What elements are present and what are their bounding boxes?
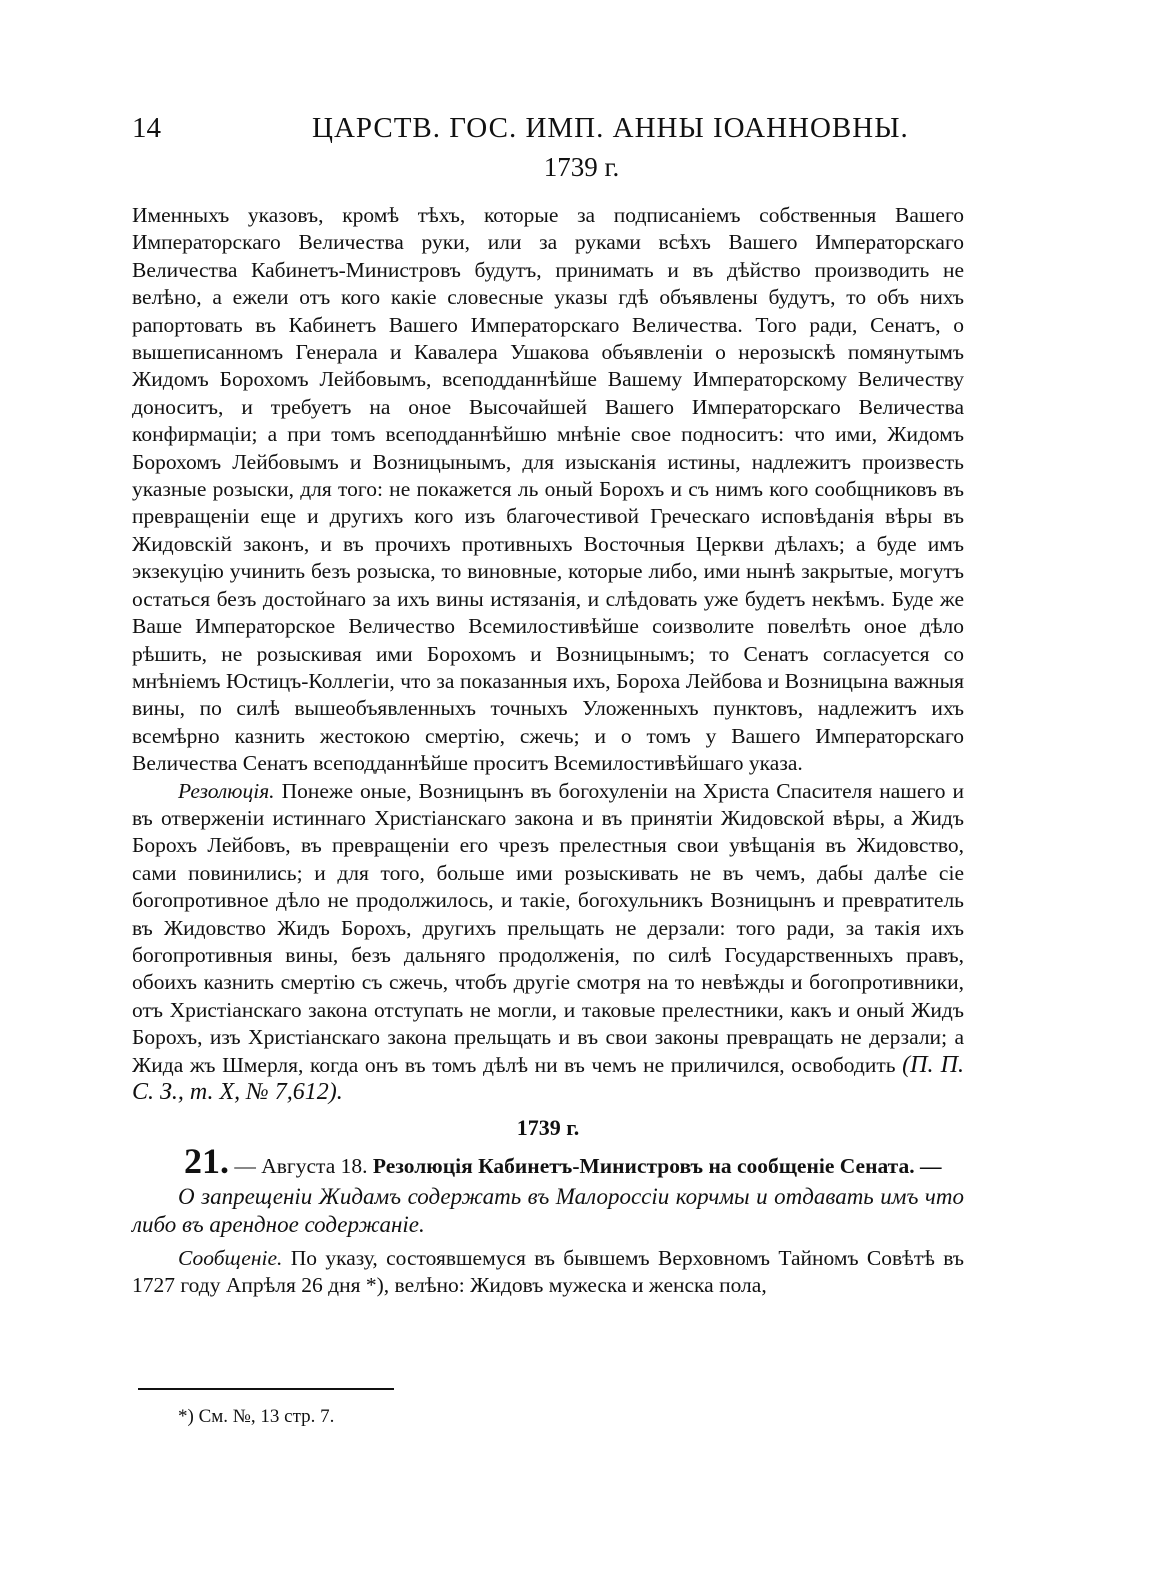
document-summary: О запрещеніи Жидамъ содержать въ Малороссіи корчмы и отдавать имъ что либо въ арендное содержаніе. xyxy=(132,1183,964,1237)
main-text xyxy=(132,202,964,1300)
document-date: — Августа 18. xyxy=(229,1153,373,1178)
paragraph-report: Именныхъ указовъ, кромѣ тѣхъ, которые за подписаніемъ собственныя Вашего Императорскаго Величества руки, или за руками всѣхъ Вашего Императорскаго Величества Кабинетъ-Министровъ будутъ, принимать и въ дѣйство производить не велѣно, а ежели отъ кого какіе словесные указы гдѣ объявлены будутъ, то объ нихъ рапортовать въ Кабинетъ Вашего Императорскаго Величества. Того ради, Сенатъ, о вышеписанномъ Генерала и Кавалера Ушакова объявленіи о нерозыскѣ помянутымъ Жидомъ Борохомъ Лейбовымъ, всеподданнѣйше Вашему Императорскому Величеству доноситъ, и требуетъ на оное Высочайшей Вашего Императорскаго Величества конфирмаціи; а при томъ всеподданнѣйшю мнѣніе свое подноситъ: что ими, Жидомъ Борохомъ Лейбовымъ и Возницынымъ, для изысканія истины, надлежитъ произвесть указные розыски, для того: не покажется ль оный Борохъ и съ нимъ кого сообщниковъ въ превращеніи еще и другихъ кого изъ благочестивой Греческаго исповѣданія вѣры въ Жидовскій законъ, и въ прочихъ противныхъ Восточныя Церкви дѣлахъ; а буде имъ экзекуцію учинить безъ розыска, то виновные, которые либо, ими нынѣ закрытые, могутъ остаться безъ достойнаго за ихъ вины истязанія, и слѣдовать уже будетъ некѣмъ. Буде же Ваше Императорское Величество Всемилостивѣйше соизволите повелѣть оное дѣло рѣшить, не розыскивая ими Борохомъ и Возницынымъ; то Сенатъ согласуется со мнѣніемъ Юстицъ-Коллегіи, что за показанныя ихъ, Бороха Лейбова и Возницына важныя вины, по силѣ вышеобъявленныхъ точныхъ Уложенныхъ пунктовъ, надлежитъ ихъ всемѣрно казнить жестокою смертію, сжечь; и о томъ у Вашего Императорскаго Величества Сенатъ всеподданнѣйше проситъ Всемилостивѣйшаго указа. xyxy=(132,203,964,776)
resolution-text: Понеже оные, Возницынъ въ богохуленіи на Христа Спасителя нашего и въ отверженіи истиннаго Христіанскаго закона и въ принятіи Жидовской вѣры, а Жидъ Борохъ Лейбовъ, въ превращеніи его чрезъ прелестныя свои увѣщанія въ Жидовство, сами повинились; и для того, больше ими розыскивать не въ чемъ, дабы далѣе сіе богопротивное дѣло не продолжилось, и такіе, богохульникъ Возницынъ и превратитель въ Жидовство Жидъ Борохъ, другихъ прельщать не дерзали: того ради, за такія ихъ богопротивныя вины, безъ дальняго продолженія, по силѣ Государственныхъ правъ, обоихъ казнить смертію съ сжечь, чтобъ другіе смотря на то невѣжды и богопротивники, отъ Христіанскаго закона отступать не могли, и таковые прелестники, какъ и оный Жидъ Борохъ, изъ Христіанскаго закона прельщать и въ свои законы превращать не дерзали; а Жида жъ Шмерля, когда онъ въ томъ дѣлѣ ни въ чемъ не приличился, освободить xyxy=(132,778,964,1077)
communication-text: По указу, состоявшемуся въ бывшемъ Верховномъ Тайномъ Совѣтѣ въ 1727 году Апрѣля 26 дня *), велѣно: Жидовъ мужеска и женска пола, xyxy=(132,1245,964,1298)
document-number: 21. xyxy=(184,1140,229,1181)
page-year: 1739 г. xyxy=(543,152,620,182)
paragraph-communication xyxy=(132,1245,964,1300)
document-year: 1739 г. xyxy=(516,1115,580,1141)
footnote-rule xyxy=(138,1388,394,1390)
communication-label: Сообщеніе. xyxy=(178,1245,283,1270)
footnote: *) См. №, 13 стр. 7. xyxy=(178,1406,335,1427)
page-number: 14 xyxy=(132,112,161,144)
resolution-label: Резолюція. xyxy=(178,778,275,803)
citation: (П. П. С. З., т. X, № 7,612). xyxy=(132,1051,965,1105)
document-title: Резолюція Кабинетъ-Министровъ на сообщеніе Сената. — xyxy=(372,1153,942,1178)
document-heading xyxy=(132,1140,964,1181)
running-title: ЦАРСТВ. ГОС. ИМП. АННЫ ІОАННОВНЫ. xyxy=(312,112,909,144)
paragraph-resolution xyxy=(132,778,964,1107)
